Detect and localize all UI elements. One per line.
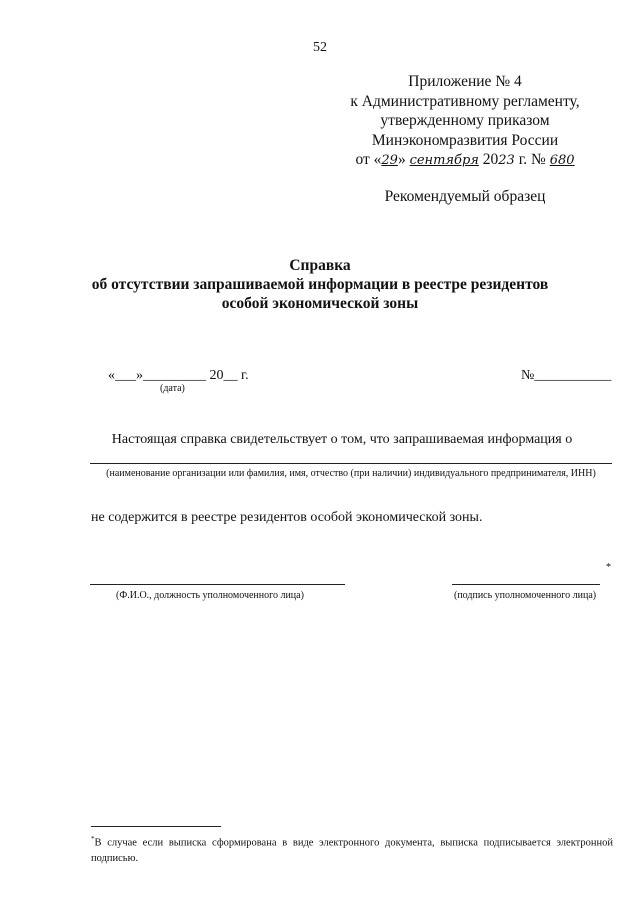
page-number: 52 [313,40,327,55]
signature-caption: (подпись уполномоченного лица) [454,590,597,601]
organization-name-caption: (наименование организации или фамилия, имя, отчество (при наличии) индивидуального предпринимателя, ИНН) [106,468,596,479]
order-day-close: » [397,151,406,168]
annex-line-2: к Административному регламенту, [350,92,580,110]
official-name-line[interactable] [90,584,345,585]
order-year-suffix: г. № [514,151,550,168]
title-line-3: особой экономической зоны [221,295,419,312]
certificate-text: Настоящая справка свидетельствует о том, что запрашиваемая информация о [111,432,573,447]
recommended-sample-label: Рекомендуемый образец [384,188,546,205]
date-field-caption: (дата) [160,383,185,394]
order-number-handwritten: 680 [549,153,575,168]
annex-line-3: утвержденному приказом [380,112,550,129]
order-month-handwritten: сентября [409,153,479,168]
annex-order-line [330,150,600,171]
date-field[interactable]: «___»_________ 20__ г. [108,368,249,383]
order-year-prefix: 20 [482,151,499,168]
title-line-1: Справка [289,257,351,274]
order-day-handwritten: 29 [381,153,398,168]
footnote [91,832,613,866]
annex-line-1: Приложение № 4 [408,73,522,90]
footnote-marker: * [606,562,611,573]
number-field[interactable]: №___________ [521,368,612,383]
annex-line-4: Минэкономразвития России [371,131,559,149]
document-title [60,256,580,313]
annex-header [330,72,600,171]
order-year-handwritten: 23 [498,153,515,168]
official-name-caption: (Ф.И.О., должность уполномоченного лица) [116,590,304,601]
order-date-prefix: от « [355,151,382,168]
organization-name-line[interactable] [90,463,612,464]
signature-line[interactable] [452,584,600,585]
footnote-text: В случае если выписка сформирована в виде электронного документа, выписка подписывается электронной подписью. [91,837,613,864]
footnote-mark: * [91,835,95,843]
certificate-conclusion-text: не содержится в реестре резидентов особой экономической зоны. [91,510,483,525]
footnote-separator [91,826,221,827]
title-line-2: об отсутствии запрашиваемой информации в реестре резидентов [91,276,549,293]
